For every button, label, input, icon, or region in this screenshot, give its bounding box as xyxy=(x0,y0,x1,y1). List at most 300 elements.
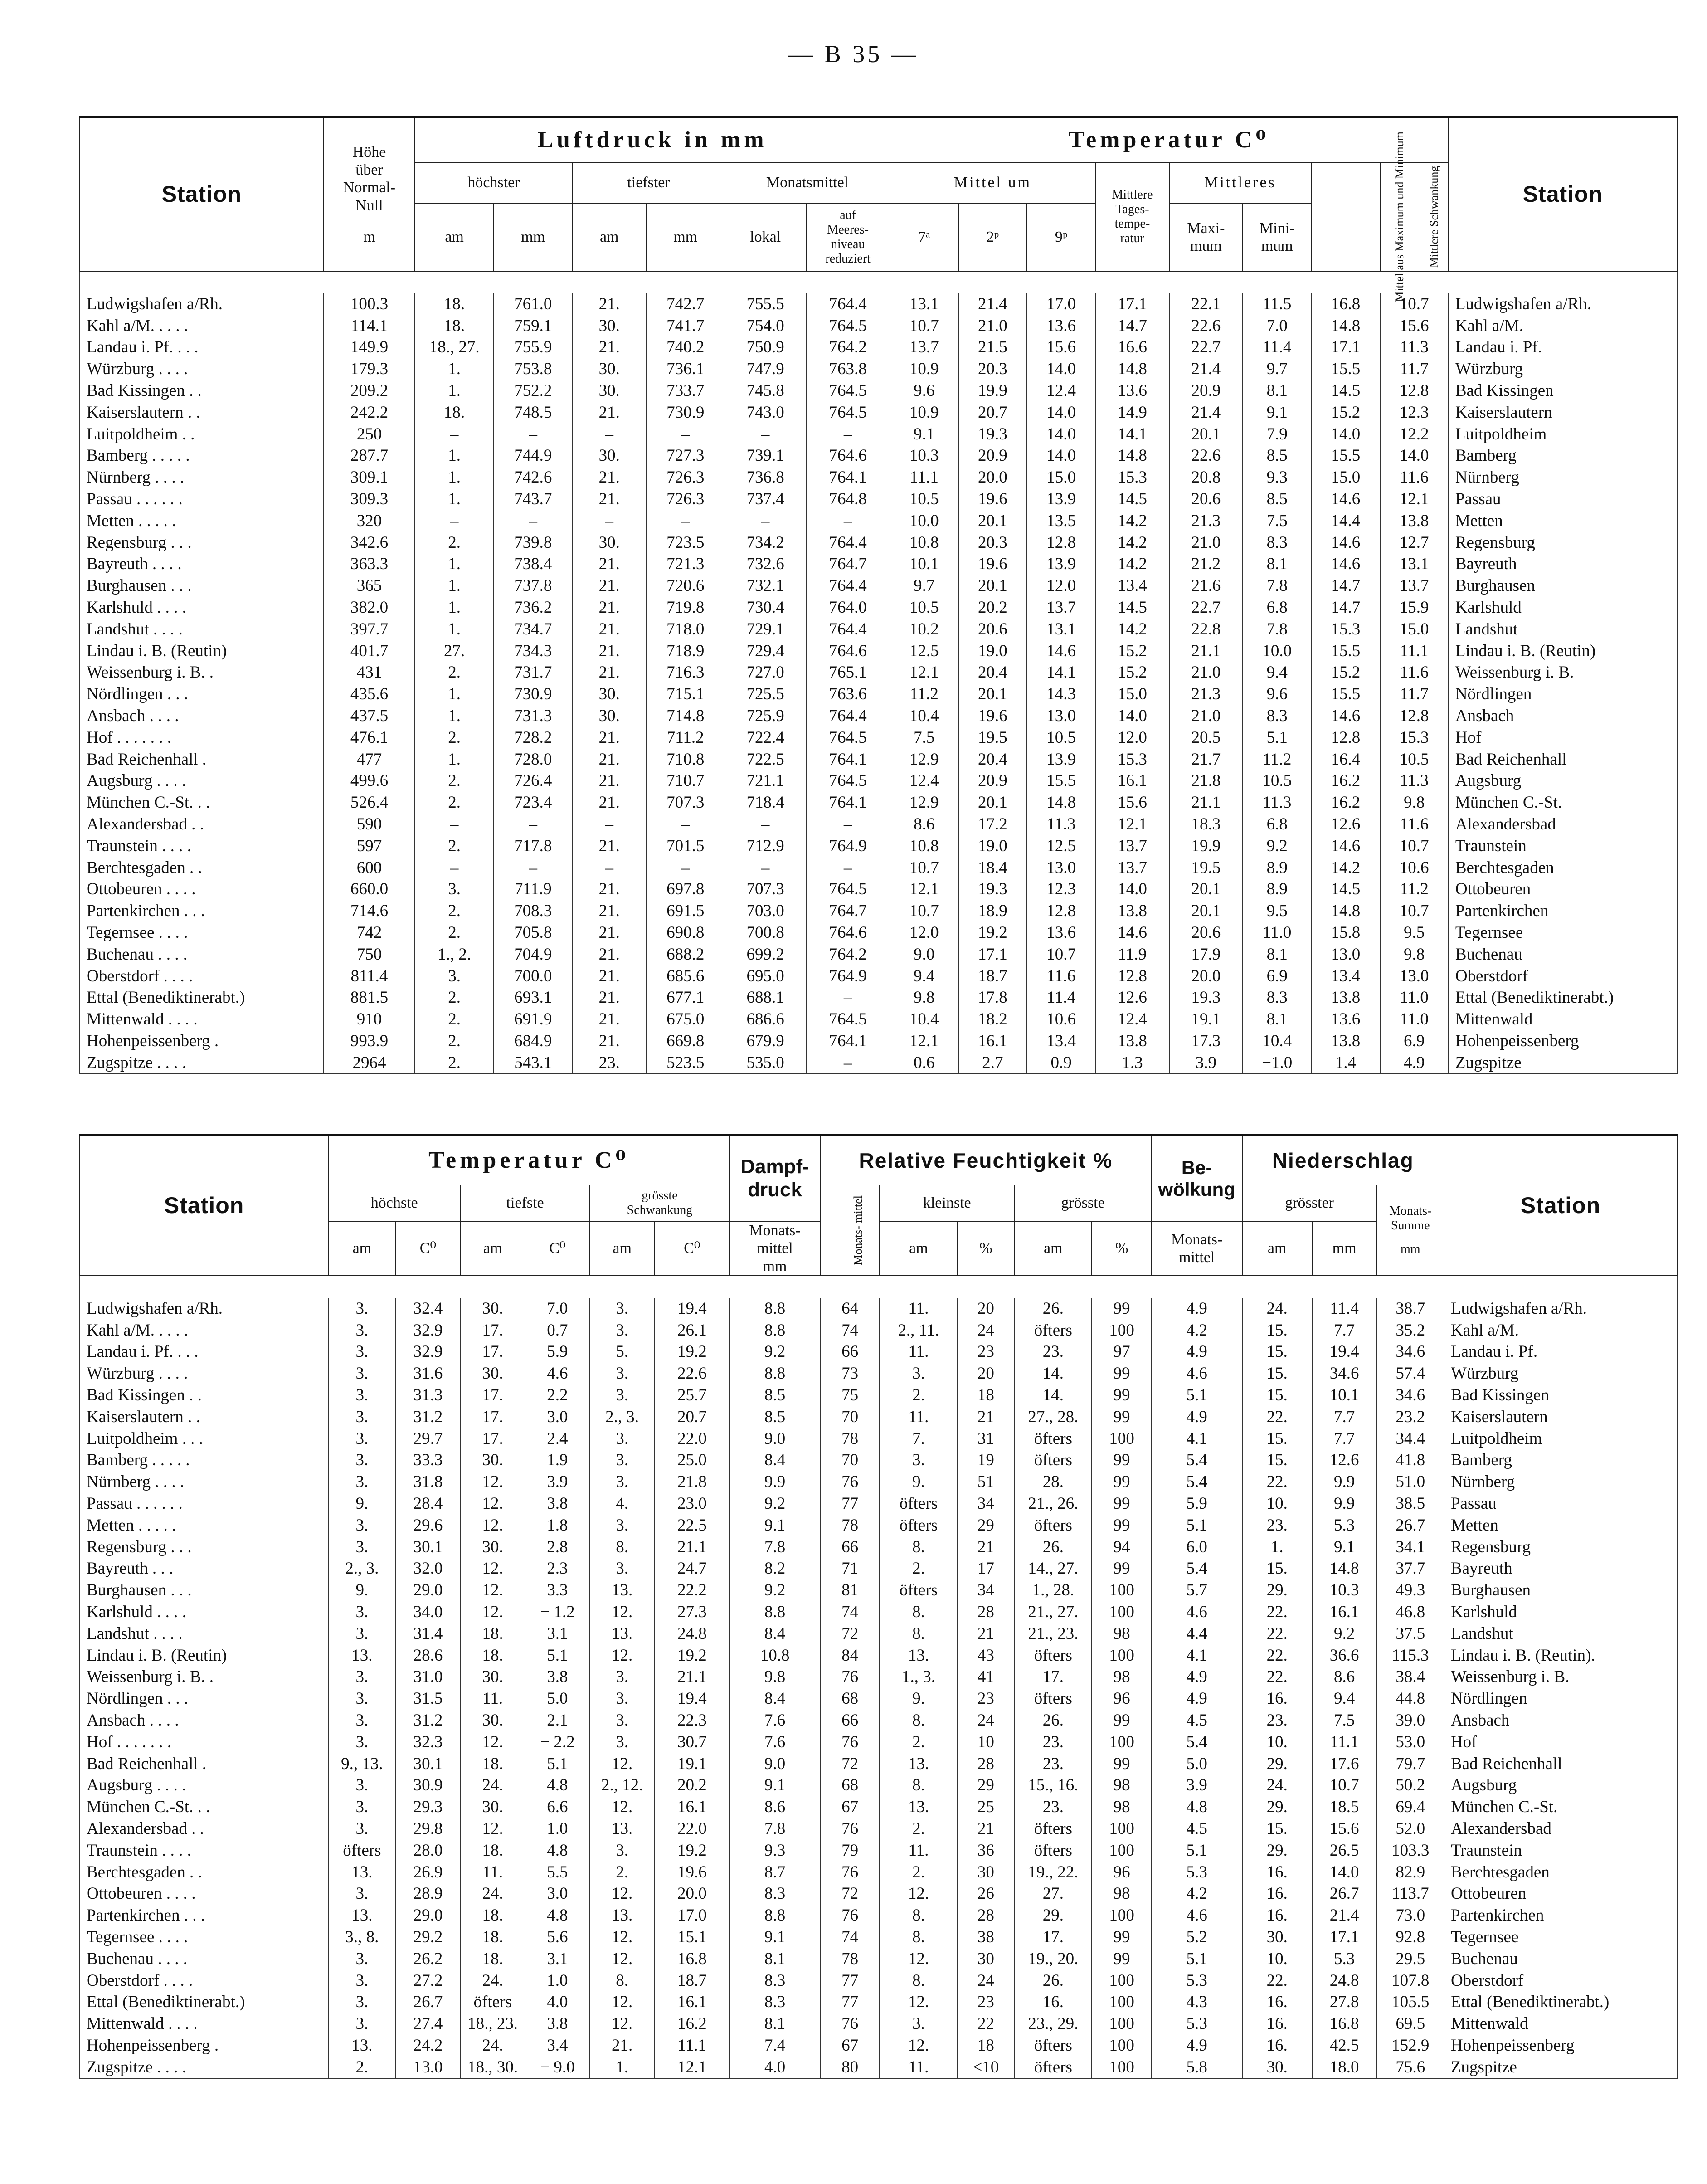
maximum-cell: 21.8 xyxy=(1169,770,1243,792)
tiefste-am-cell: 18. xyxy=(460,1623,525,1645)
tiefster-mm-cell: 710.8 xyxy=(646,749,725,770)
maximum-cell: 20.5 xyxy=(1169,727,1243,749)
mittel-7a-cell: 10.8 xyxy=(890,532,958,554)
niederschlag-am-cell: 22. xyxy=(1242,1970,1312,1992)
hoechster-mm-cell: 736.2 xyxy=(494,597,573,619)
bewoelkung-cell: 5.9 xyxy=(1152,1493,1242,1515)
hoehe-cell: 179.3 xyxy=(324,358,415,380)
hoehe-cell: 811.4 xyxy=(324,965,415,987)
tiefster-am-cell: 21. xyxy=(573,336,646,358)
maximum-cell: 22.7 xyxy=(1169,336,1243,358)
hoechste-am-cell: 3. xyxy=(328,1666,395,1688)
tiefste-header: tiefste xyxy=(460,1185,589,1221)
table-row xyxy=(80,315,1677,337)
mittel-aus-max-min-cell: 16.8 xyxy=(1311,293,1380,315)
tiefster-mm-cell: 726.3 xyxy=(646,488,725,510)
groesste-am-cell: 16. xyxy=(1014,1991,1092,2013)
mittel-9p-cell: 17.0 xyxy=(1027,293,1095,315)
monatssumme-cell: 105.5 xyxy=(1377,1991,1444,2013)
meeresniveau-header: auf Meeres- niveau reduziert xyxy=(806,203,890,271)
tiefste-c-cell: 3.1 xyxy=(525,1623,590,1645)
hoechste-am-cell: 3. xyxy=(328,1341,395,1363)
bewoelkung-cell: 4.9 xyxy=(1152,1298,1242,1320)
hoechste-c-cell: 28.6 xyxy=(396,1645,461,1667)
luftdruck-header: Luftdruck in mm xyxy=(415,117,890,162)
mittel-aus-max-min-cell: 14.0 xyxy=(1311,424,1380,445)
monatssumme-cell: 46.8 xyxy=(1377,1601,1444,1623)
maximum-cell: 21.0 xyxy=(1169,662,1243,683)
tagestemperatur-cell: 12.1 xyxy=(1095,814,1169,835)
niederschlag-mm-cell: 12.6 xyxy=(1312,1449,1377,1471)
station-cell: Berchtesgaden . . xyxy=(80,1862,328,1883)
feuchte-monatsmittel-cell: 68 xyxy=(820,1688,880,1710)
maximum-cell: 21.3 xyxy=(1169,683,1243,705)
hoehe-cell: 363.3 xyxy=(324,553,415,575)
tiefste-am-cell: 24. xyxy=(460,1774,525,1796)
station-cell: Kahl a/M. . . . . xyxy=(80,1320,328,1341)
table-row xyxy=(80,424,1677,445)
minimum-cell: 7.5 xyxy=(1243,510,1311,532)
mittel-7a-cell: 10.4 xyxy=(890,705,958,727)
mittel-9p-cell: 10.5 xyxy=(1027,727,1095,749)
monatssumme-cell: 44.8 xyxy=(1377,1688,1444,1710)
station-cell: Buchenau . . . . xyxy=(80,1948,328,1970)
station-cell: Traunstein . . . . xyxy=(80,1840,328,1862)
minimum-cell: 10.0 xyxy=(1243,640,1311,662)
mittel-7a-cell: 12.1 xyxy=(890,662,958,683)
niederschlag-mm-cell: 8.6 xyxy=(1312,1666,1377,1688)
kleinste-am-cell: 11. xyxy=(880,2057,957,2079)
tiefste-c-cell: 4.8 xyxy=(525,1905,590,1926)
hoechster-mm-cell: 738.4 xyxy=(494,553,573,575)
dampfdruck-cell: 8.2 xyxy=(729,1558,820,1580)
dampfdruck-cell: 8.3 xyxy=(729,1970,820,1992)
table-row xyxy=(80,965,1677,987)
station-header: Station xyxy=(80,117,324,271)
kleinste-am-cell: 2., 11. xyxy=(880,1320,957,1341)
mittel-aus-max-min-cell: 13.8 xyxy=(1311,987,1380,1009)
groesste-pct-cell: 100 xyxy=(1092,1601,1151,1623)
station-cell: Nördlingen . . . xyxy=(80,683,324,705)
feuchte-monatsmittel-cell: 77 xyxy=(820,1991,880,2013)
hoehe-cell: 320 xyxy=(324,510,415,532)
schwankung-c-cell: 19.4 xyxy=(655,1298,730,1320)
monatsmittel-lokal-cell: 736.8 xyxy=(725,467,806,488)
table-row xyxy=(80,1862,1677,1883)
kleinste-pct-cell: <10 xyxy=(958,2057,1015,2079)
schwankung-c-cell: 19.2 xyxy=(655,1341,730,1363)
tiefste-c-cell: 3.8 xyxy=(525,1666,590,1688)
station-cell: Ettal (Benediktinerabt.) xyxy=(80,1991,328,2013)
groesste-pct-cell: 98 xyxy=(1092,1623,1151,1645)
hoechster-mm-cell: – xyxy=(494,814,573,835)
bewoelkung-cell: 4.8 xyxy=(1152,1796,1242,1818)
station-right-cell: Karlshuld xyxy=(1444,1601,1677,1623)
station-right-cell: Hof xyxy=(1444,1731,1677,1753)
niederschlag-am-cell: 16. xyxy=(1242,2013,1312,2035)
hoechste-am-cell: 3. xyxy=(328,1796,395,1818)
hoechster-am-cell: 1. xyxy=(415,488,494,510)
station-right-cell: Würzburg xyxy=(1449,358,1677,380)
groesste-am-cell: 21., 26. xyxy=(1014,1493,1092,1515)
table-row xyxy=(80,1384,1677,1406)
niederschlag-mm-cell: 9.4 xyxy=(1312,1688,1377,1710)
bewoelkung-cell: 5.1 xyxy=(1152,1948,1242,1970)
monatsmittel-meeresniveau-cell: 764.5 xyxy=(806,770,890,792)
niederschlag-am-cell: 30. xyxy=(1242,1926,1312,1948)
niederschlag-am-cell: 15. xyxy=(1242,1384,1312,1406)
mittel-9p-cell: 13.1 xyxy=(1027,619,1095,640)
monatsmittel-lokal-cell: 700.8 xyxy=(725,922,806,944)
groesste-am-cell: 14., 27. xyxy=(1014,1558,1092,1580)
mittel-9p-cell: 14.0 xyxy=(1027,445,1095,467)
station-right-cell: Regensburg xyxy=(1449,532,1677,554)
table-row xyxy=(80,727,1677,749)
station-right-cell: Mittenwald xyxy=(1444,2013,1677,2035)
kleinste-am-cell: 11. xyxy=(880,1341,957,1363)
niederschlag-mm-cell: 7.7 xyxy=(1312,1406,1377,1428)
feuchte-monatsmittel-cell: 67 xyxy=(820,1796,880,1818)
minimum-cell: 10.4 xyxy=(1243,1030,1311,1052)
maximum-cell: 20.1 xyxy=(1169,878,1243,900)
mittel-aus-max-min-cell: 17.1 xyxy=(1311,336,1380,358)
schwankung-c-cell: 18.7 xyxy=(655,1970,730,1992)
station-cell: Metten . . . . . xyxy=(80,510,324,532)
schwankung-c-cell: 30.7 xyxy=(655,1731,730,1753)
tiefste-c-cell: 5.1 xyxy=(525,1753,590,1775)
dampfdruck-cell: 8.7 xyxy=(729,1862,820,1883)
lokal-header: lokal xyxy=(725,203,806,271)
station-right-cell: Kahl a/M. xyxy=(1449,315,1677,337)
monatssumme-cell: 39.0 xyxy=(1377,1710,1444,1731)
station-right-cell: Lindau i. B. (Reutin). xyxy=(1444,1645,1677,1667)
bew-mittel-header: Monats- mittel xyxy=(1152,1221,1242,1276)
station-right-cell: Partenkirchen xyxy=(1449,900,1677,922)
schwankung-c-cell: 16.1 xyxy=(655,1796,730,1818)
station-cell: Luitpoldheim . . xyxy=(80,424,324,445)
monatsmittel-meeresniveau-cell: 765.1 xyxy=(806,662,890,683)
hoechster-am-cell: 1. xyxy=(415,683,494,705)
tiefste-am-cell: 18. xyxy=(460,1905,525,1926)
station-cell: Bayreuth . . . . xyxy=(80,553,324,575)
schwankung-cell: 11.3 xyxy=(1380,336,1449,358)
mittel-7a-cell: 11.2 xyxy=(890,683,958,705)
dampfdruck-cell: 8.4 xyxy=(729,1623,820,1645)
mittel-9p-cell: 14.3 xyxy=(1027,683,1095,705)
hoechster-am-cell: 2. xyxy=(415,662,494,683)
tiefste-c-cell: 4.8 xyxy=(525,1774,590,1796)
station-right-cell: Zugspitze xyxy=(1449,1052,1677,1074)
bewoelkung-cell: 5.4 xyxy=(1152,1471,1242,1493)
table-row xyxy=(80,857,1677,879)
monatsmittel-meeresniveau-cell: – xyxy=(806,987,890,1009)
groesste-pct-cell: 100 xyxy=(1092,1818,1151,1840)
bewoelkung-cell: 4.9 xyxy=(1152,1406,1242,1428)
hoehe-cell: 342.6 xyxy=(324,532,415,554)
monatsmittel-meeresniveau-cell: – xyxy=(806,814,890,835)
monatsmittel-lokal-cell: 688.1 xyxy=(725,987,806,1009)
monatsmittel-meeresniveau-cell: 764.4 xyxy=(806,619,890,640)
tiefste-am-cell: 30. xyxy=(460,1536,525,1558)
groesste-am-cell: öfters xyxy=(1014,2057,1092,2079)
hoechster-mm-cell: 755.9 xyxy=(494,336,573,358)
bewoelkung-cell: 5.1 xyxy=(1152,1515,1242,1536)
schwankung-cell: 11.0 xyxy=(1380,987,1449,1009)
table-row xyxy=(80,1948,1677,1970)
hoehe-cell: 250 xyxy=(324,424,415,445)
hoechster-am-cell: 1. xyxy=(415,467,494,488)
niederschlag-am-cell: 22. xyxy=(1242,1406,1312,1428)
schwankung-cell: 9.8 xyxy=(1380,792,1449,814)
mittel-7a-cell: 13.1 xyxy=(890,293,958,315)
table-row xyxy=(80,380,1677,402)
hoechste-c-cell: 31.3 xyxy=(396,1384,461,1406)
monatssumme-cell: 69.4 xyxy=(1377,1796,1444,1818)
niederschlag-am-cell: 30. xyxy=(1242,2057,1312,2079)
maximum-cell: 20.6 xyxy=(1169,488,1243,510)
mittel-aus-header: Mittel aus Maximum und Minimum xyxy=(1311,162,1380,271)
table-row xyxy=(80,1030,1677,1052)
schwankung-am-cell: 3. xyxy=(590,1666,655,1688)
mittel-9p-cell: 13.9 xyxy=(1027,553,1095,575)
tagestemperatur-cell: 15.3 xyxy=(1095,749,1169,770)
station-cell: Bamberg . . . . . xyxy=(80,445,324,467)
station-cell: Ottobeuren . . . . xyxy=(80,1883,328,1905)
mittel-aus-max-min-cell: 13.4 xyxy=(1311,965,1380,987)
table-row xyxy=(80,683,1677,705)
schwankung-c-cell: 23.0 xyxy=(655,1493,730,1515)
maximum-cell: 20.1 xyxy=(1169,424,1243,445)
minimum-cell: 11.0 xyxy=(1243,922,1311,944)
feuchte-monatsmittel-cell: 76 xyxy=(820,2013,880,2035)
groesste-header: grösste xyxy=(1014,1185,1152,1221)
tiefster-mm-cell: 711.2 xyxy=(646,727,725,749)
station-cell: Hof . . . . . . . xyxy=(80,727,324,749)
bewoelkung-cell: 5.4 xyxy=(1152,1731,1242,1753)
hoechster-mm-cell: 684.9 xyxy=(494,1030,573,1052)
groesste-pct-cell: 99 xyxy=(1092,1449,1151,1471)
hoechster-am-cell: 1. xyxy=(415,380,494,402)
schwankung-cell: 11.6 xyxy=(1380,814,1449,835)
minimum-cell: 11.5 xyxy=(1243,293,1311,315)
hoechster-am-cell: 2. xyxy=(415,792,494,814)
monatsmittel-header: Monatsmittel xyxy=(725,162,890,203)
niederschlag-mm-cell: 5.3 xyxy=(1312,1515,1377,1536)
hoechste-c-cell: 32.4 xyxy=(396,1298,461,1320)
table-row xyxy=(80,878,1677,900)
station-right-cell: Passau xyxy=(1444,1493,1677,1515)
groesste-pct-cell: 100 xyxy=(1092,1905,1151,1926)
schwankung-am-cell: 8. xyxy=(590,1536,655,1558)
tiefste-am-cell: 12. xyxy=(460,1731,525,1753)
monatssumme-cell: 107.8 xyxy=(1377,1970,1444,1992)
niederschlag-mm-cell: 11.1 xyxy=(1312,1731,1377,1753)
minimum-cell: 8.1 xyxy=(1243,1009,1311,1030)
mittel-aus-max-min-cell: 15.5 xyxy=(1311,683,1380,705)
groesste-pct-cell: 100 xyxy=(1092,2013,1151,2035)
feuchte-monatsmittel-cell: 73 xyxy=(820,1363,880,1384)
hoechster-am-cell: 1. xyxy=(415,358,494,380)
table-row xyxy=(80,749,1677,770)
table-row xyxy=(80,1052,1677,1074)
schwankung-c-cell: 16.1 xyxy=(655,1991,730,2013)
hoechste-am-header: am xyxy=(328,1221,395,1276)
niederschlag-mm-cell: 26.7 xyxy=(1312,1883,1377,1905)
monatssumme-cell: 103.3 xyxy=(1377,1840,1444,1862)
kleinste-am-cell: 8. xyxy=(880,1623,957,1645)
station-right-cell: Würzburg xyxy=(1444,1363,1677,1384)
kleinste-am-cell: 12. xyxy=(880,2035,957,2057)
kleinste-am-cell: 1., 3. xyxy=(880,1666,957,1688)
table-row xyxy=(80,1905,1677,1926)
station-cell: Tegernsee . . . . xyxy=(80,922,324,944)
hoechste-am-cell: 3. xyxy=(328,1515,395,1536)
niederschlag-am-cell: 15. xyxy=(1242,1341,1312,1363)
hoechste-c-cell: 31.0 xyxy=(396,1666,461,1688)
schwankung-header: Mittlere Schwankung xyxy=(1380,162,1449,271)
station-cell: Ansbach . . . . xyxy=(80,705,324,727)
dampfdruck-cell: 8.8 xyxy=(729,1601,820,1623)
mittel-7a-cell: 12.1 xyxy=(890,878,958,900)
dampfdruck-cell: 9.3 xyxy=(729,1840,820,1862)
hoechste-am-cell: 3. xyxy=(328,1320,395,1341)
hoechste-c-cell: 28.9 xyxy=(396,1883,461,1905)
station-cell: Nürnberg . . . . xyxy=(80,1471,328,1493)
table-row xyxy=(80,1753,1677,1775)
mittel-9p-cell: 13.0 xyxy=(1027,857,1095,879)
station-right-cell: Landshut xyxy=(1449,619,1677,640)
hoehe-cell: 499.6 xyxy=(324,770,415,792)
station-cell: Burghausen . . . xyxy=(80,575,324,597)
feuchte-monatsmittel-cell: 78 xyxy=(820,1515,880,1536)
tiefster-am-cell: 23. xyxy=(573,1052,646,1074)
niederschlag-am-cell: 24. xyxy=(1242,1298,1312,1320)
hoechster-mm-cell: 730.9 xyxy=(494,683,573,705)
niederschlag-mm-cell: 21.4 xyxy=(1312,1905,1377,1926)
tagestemperatur-cell: 14.1 xyxy=(1095,424,1169,445)
niederschlag-am-cell: 16. xyxy=(1242,1883,1312,1905)
station-cell: München C.-St. . . xyxy=(80,792,324,814)
bewoelkung-cell: 5.8 xyxy=(1152,2057,1242,2079)
dampfdruck-cell: 9.2 xyxy=(729,1580,820,1601)
hoehe-cell: 881.5 xyxy=(324,987,415,1009)
groesste-am-cell: 26. xyxy=(1014,1536,1092,1558)
schwankung-am-cell: 13. xyxy=(590,1905,655,1926)
feuchte-monatsmittel-cell: 67 xyxy=(820,2035,880,2057)
station-right-cell: Passau xyxy=(1449,488,1677,510)
niederschlag-am-cell: 29. xyxy=(1242,1753,1312,1775)
niederschlag-mm-cell: 34.6 xyxy=(1312,1363,1377,1384)
station-cell: Zugspitze . . . . xyxy=(80,2057,328,2079)
table-row xyxy=(80,944,1677,965)
schwankung-cell: 12.8 xyxy=(1380,380,1449,402)
niederschlag-am-cell: 22. xyxy=(1242,1471,1312,1493)
hoechste-am-cell: 3. xyxy=(328,1536,395,1558)
mittel-9p-cell: 10.7 xyxy=(1027,944,1095,965)
dampfdruck-cell: 8.1 xyxy=(729,1948,820,1970)
hoechster-am-cell: 18. xyxy=(415,402,494,424)
station-cell: Hohenpeissenberg . xyxy=(80,2035,328,2057)
schwankung-cell: 10.7 xyxy=(1380,900,1449,922)
tagestemperatur-cell: 14.5 xyxy=(1095,597,1169,619)
station-right-cell: Alexandersbad xyxy=(1444,1818,1677,1840)
station-right-cell: Ludwigshafen a/Rh. xyxy=(1449,293,1677,315)
niederschlag-mm-cell: 9.9 xyxy=(1312,1471,1377,1493)
tiefster-am-cell: 30. xyxy=(573,380,646,402)
monatsmittel-lokal-cell: 734.2 xyxy=(725,532,806,554)
station-cell: Hohenpeissenberg . xyxy=(80,1030,324,1052)
tiefste-c-cell: 7.0 xyxy=(525,1298,590,1320)
tagestemperatur-cell: 14.2 xyxy=(1095,510,1169,532)
hoechste-c-cell: 34.0 xyxy=(396,1601,461,1623)
monatsmittel-lokal-cell: 750.9 xyxy=(725,336,806,358)
niederschlag-mm-cell: 18.5 xyxy=(1312,1796,1377,1818)
monatsmittel-meeresniveau-cell: 763.8 xyxy=(806,358,890,380)
monatsmittel-lokal-cell: 721.1 xyxy=(725,770,806,792)
monatssumme-cell: 38.7 xyxy=(1377,1298,1444,1320)
groesste-pct-cell: 99 xyxy=(1092,1558,1151,1580)
hoechster-am-cell: – xyxy=(415,424,494,445)
tiefster-mm-cell: 685.6 xyxy=(646,965,725,987)
maximum-cell: 21.7 xyxy=(1169,749,1243,770)
station-right-cell: Luitpoldheim xyxy=(1444,1428,1677,1450)
groesste-pct-cell: 100 xyxy=(1092,1580,1151,1601)
schwankung-cell: 12.3 xyxy=(1380,402,1449,424)
minimum-cell: 6.8 xyxy=(1243,814,1311,835)
hoechster-mm-cell: 753.8 xyxy=(494,358,573,380)
groesste-am-cell: öfters xyxy=(1014,1688,1092,1710)
mittel-2p-cell: 19.6 xyxy=(958,553,1027,575)
groesste-pct-cell: 96 xyxy=(1092,1862,1151,1883)
minimum-cell: 9.2 xyxy=(1243,835,1311,857)
station-right-cell: Hohenpeissenberg xyxy=(1449,1030,1677,1052)
monatssumme-cell: 113.7 xyxy=(1377,1883,1444,1905)
kleinste-am-cell: 9. xyxy=(880,1688,957,1710)
hoechster-mm-cell: – xyxy=(494,424,573,445)
mittel-2p-cell: 19.3 xyxy=(958,878,1027,900)
kleinste-pct-cell: 34 xyxy=(958,1580,1015,1601)
tagestemperatur-cell: 15.3 xyxy=(1095,467,1169,488)
mittel-7a-cell: 10.9 xyxy=(890,358,958,380)
tiefster-mm-cell: 723.5 xyxy=(646,532,725,554)
schwankung-c-cell: 22.3 xyxy=(655,1710,730,1731)
table-row xyxy=(80,619,1677,640)
mittel-2p-cell: 19.5 xyxy=(958,727,1027,749)
dampfdruck-header: Dampf- druck xyxy=(729,1135,820,1221)
dampfdruck-cell: 8.3 xyxy=(729,1883,820,1905)
monatsmittel-lokal-cell: – xyxy=(725,510,806,532)
dampfdruck-cell: 7.8 xyxy=(729,1818,820,1840)
mittel-2p-cell: 20.3 xyxy=(958,358,1027,380)
mittel-7a-cell: 10.8 xyxy=(890,835,958,857)
station-right-cell: Bayreuth xyxy=(1449,553,1677,575)
schwankung-c-cell: 19.2 xyxy=(655,1645,730,1667)
niederschlag-am-cell: 10. xyxy=(1242,1948,1312,1970)
kleinste-pct-cell: 23 xyxy=(958,1688,1015,1710)
tagestemperatur-cell: 15.6 xyxy=(1095,792,1169,814)
mittel-7a-cell: 10.0 xyxy=(890,510,958,532)
dampfdruck-cell: 7.6 xyxy=(729,1731,820,1753)
schwankung-c-cell: 21.8 xyxy=(655,1471,730,1493)
dampfdruck-cell: 8.6 xyxy=(729,1796,820,1818)
mittel-2p-cell: 19.2 xyxy=(958,922,1027,944)
tiefster-am-cell: 21. xyxy=(573,944,646,965)
hoechste-am-cell: 3. xyxy=(328,1363,395,1384)
schwankung-cell: 9.8 xyxy=(1380,944,1449,965)
monatsmittel-lokal-cell: 732.1 xyxy=(725,575,806,597)
station-right-cell: Landau i. Pf. xyxy=(1444,1341,1677,1363)
tiefste-c-cell: 2.8 xyxy=(525,1536,590,1558)
